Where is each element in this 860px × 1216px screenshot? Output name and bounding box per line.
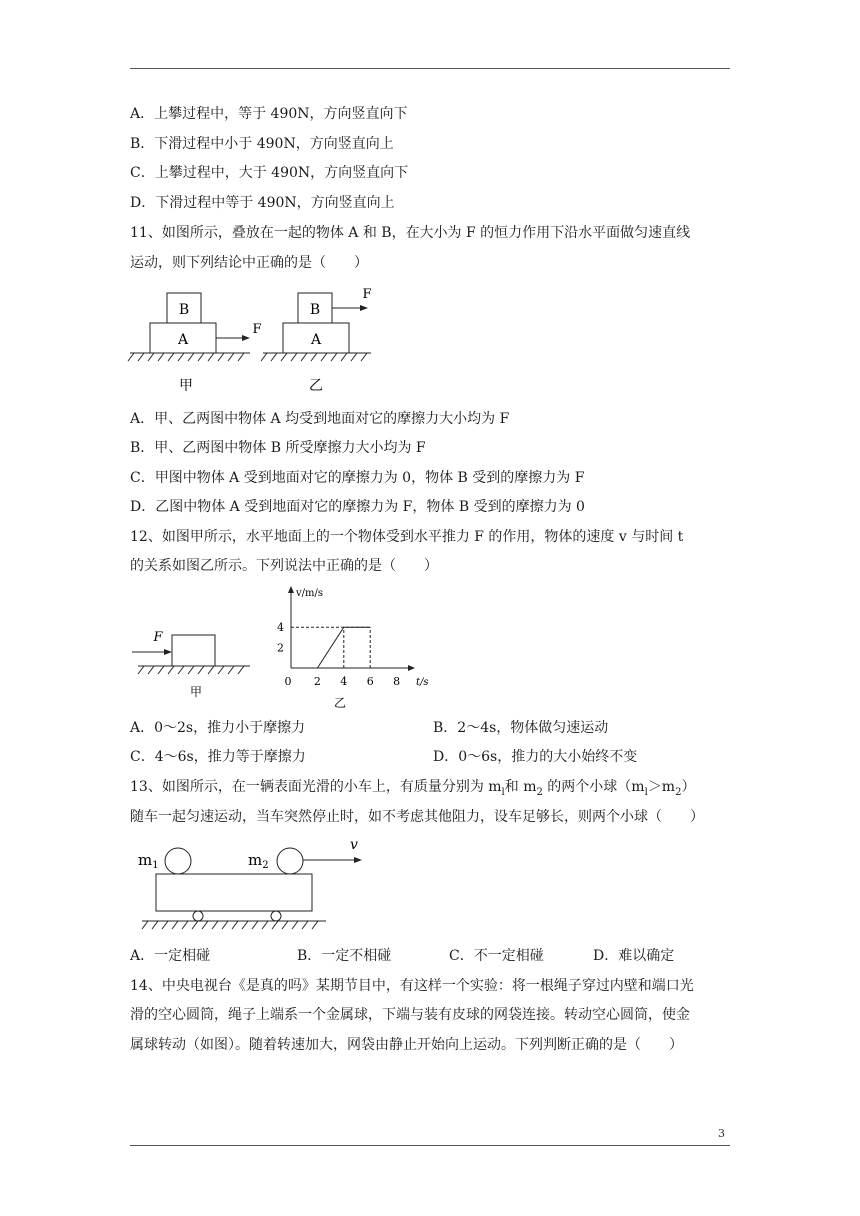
x-tick-4: 4 [340, 675, 348, 688]
ball2-label: $m_2$ [248, 851, 269, 871]
q13-option-c: C．不一定相碰 [449, 948, 544, 964]
q10-option-c: C．上攀过程中，大于 490N，方向竖直向下 [130, 165, 409, 181]
ball1-label: $m_1$ [138, 851, 159, 871]
force-label: F [362, 287, 372, 302]
q11-fig-left [128, 293, 262, 394]
x-axis-arrowhead [408, 665, 415, 671]
q13-stem-line2: 随车一起匀速运动，当车突然停止时，如不考虑其他阻力，设车足够长，则两个小球（ ） [130, 809, 704, 825]
force-arrowhead [164, 649, 172, 655]
y-axis-label: v/m/s [296, 588, 324, 599]
q13-text-5: ） [681, 779, 696, 795]
force-arrowhead [360, 305, 368, 311]
ground-hatch [261, 353, 367, 361]
chart-caption: 乙 [333, 696, 347, 710]
q13-sub-2: 2 [536, 786, 543, 798]
force-arrowhead [242, 335, 250, 341]
q10-option-b: B．下滑过程中小于 490N，方向竖直向上 [130, 136, 394, 152]
q13-text-2: 和 m [504, 779, 537, 795]
velocity-label: v [350, 837, 358, 853]
x-tick-8: 8 [393, 675, 401, 688]
velocity-arrowhead [354, 857, 362, 863]
q11-stem-line1: 11、如图所示，叠放在一起的物体 A 和 B，在大小为 F 的恒力作用下沿水平面做匀速直线 [130, 225, 691, 241]
q12-option-c: C．4～6s，推力等于摩擦力 [130, 749, 306, 765]
q12-option-a: A．0～2s，推力小于摩擦力 [130, 720, 306, 736]
q11-option-a: A．甲、乙两图中物体 A 均受到地面对它的摩擦力大小均为 F [130, 411, 510, 427]
q10-option-d: D．下滑过程中等于 490N，方向竖直向上 [130, 195, 395, 211]
ground-hatch [142, 921, 318, 929]
x-tick-0: 0 [284, 675, 292, 688]
caption: 甲 [189, 685, 203, 699]
caption: 甲 [179, 378, 193, 394]
block-b-label: B [178, 302, 190, 318]
x-tick-labels [285, 675, 401, 688]
caption: 乙 [309, 378, 323, 394]
block [172, 635, 215, 666]
q12-stem-line2: 的关系如图乙所示。下列说法中正确的是（ ） [130, 558, 438, 574]
footer-rule [130, 1145, 730, 1146]
cart-body [156, 874, 312, 911]
x-tick-6: 6 [366, 675, 374, 688]
wheel-left [193, 911, 203, 921]
q11-stem-line2: 运动，则下列结论中正确的是（ ） [130, 255, 368, 271]
y-tick-4: 4 [277, 621, 284, 635]
ground-hatch [128, 353, 244, 361]
x-axis-label: t/s [416, 677, 429, 688]
ground-hatch [138, 666, 244, 674]
q12-stem-line1: 12、如图甲所示，水平地面上的一个物体受到水平推力 F 的作用，物体的速度 v 与时间 t [130, 529, 684, 545]
q13-text-1: 13、如图所示，在一辆表面光滑的小车上，有质量分别为 m [130, 779, 502, 795]
q14-stem-line1: 14、中央电视台《是真的吗》某期节目中，有这样一个实验：将一根绳子穿过内壁和端口光 [130, 978, 694, 994]
q13-text-4: ＞m [647, 779, 676, 795]
q13-sub-3: l [644, 786, 648, 798]
q12-option-b: B．2～4s，物体做匀速运动 [433, 720, 609, 736]
page-number: 3 [718, 1127, 725, 1140]
x-tick-2: 2 [313, 675, 321, 688]
wheel-right [271, 911, 281, 921]
q13-option-a: A．一定相碰 [130, 948, 211, 964]
y-tick-2: 2 [277, 641, 284, 655]
q13-option-d: D．难以确定 [593, 948, 675, 964]
block-a-label: A [177, 332, 189, 348]
q13-sub-1: l [501, 786, 505, 798]
y-axis-arrowhead [288, 586, 294, 593]
q11-option-c: C．甲图中物体 A 受到地面对它的摩擦力为 0，物体 B 受到的摩擦力为 F [130, 470, 585, 486]
q13-text-3: 的两个小球（m [542, 779, 645, 795]
q11-option-d: D．乙图中物体 A 受到地面对它的摩擦力为 F，物体 B 受到的摩擦力为 0 [130, 499, 585, 515]
header-rule [130, 68, 730, 69]
q10-option-a: A．上攀过程中，等于 490N，方向竖直向下 [130, 106, 408, 122]
q13-sub-4: 2 [675, 786, 682, 798]
q13-option-b: B．一定不相碰 [297, 948, 392, 964]
force-label: F [153, 630, 163, 645]
q14-stem-line3: 属球转动（如图）。随着转速加大，网袋由静止开始向上运动。下列判断正确的是（ ） [130, 1037, 683, 1053]
q12-fig-left [128, 628, 258, 698]
y-tick-labels [277, 621, 284, 654]
q14-stem-line2: 滑的空心圆筒，绳子上端系一个金属球，下端与装有皮球的网袋连接。转动空心圆筒，使金 [130, 1007, 690, 1023]
q12-option-d: D．0～6s，推力的大小始终不变 [433, 749, 638, 765]
vt-chart [274, 585, 444, 710]
q11-option-b: B．甲、乙两图中物体 B 所受摩擦力大小均为 F [130, 440, 426, 456]
ball-m1 [165, 848, 191, 874]
q13-stem-line1 [130, 778, 695, 796]
q11-figure [126, 285, 386, 400]
block-b-label: B [309, 302, 321, 318]
q13-figure [134, 835, 374, 935]
force-label: F [252, 322, 262, 337]
ball-m2 [277, 848, 303, 874]
q11-fig-right [261, 287, 372, 394]
block-a-label: A [310, 332, 322, 348]
